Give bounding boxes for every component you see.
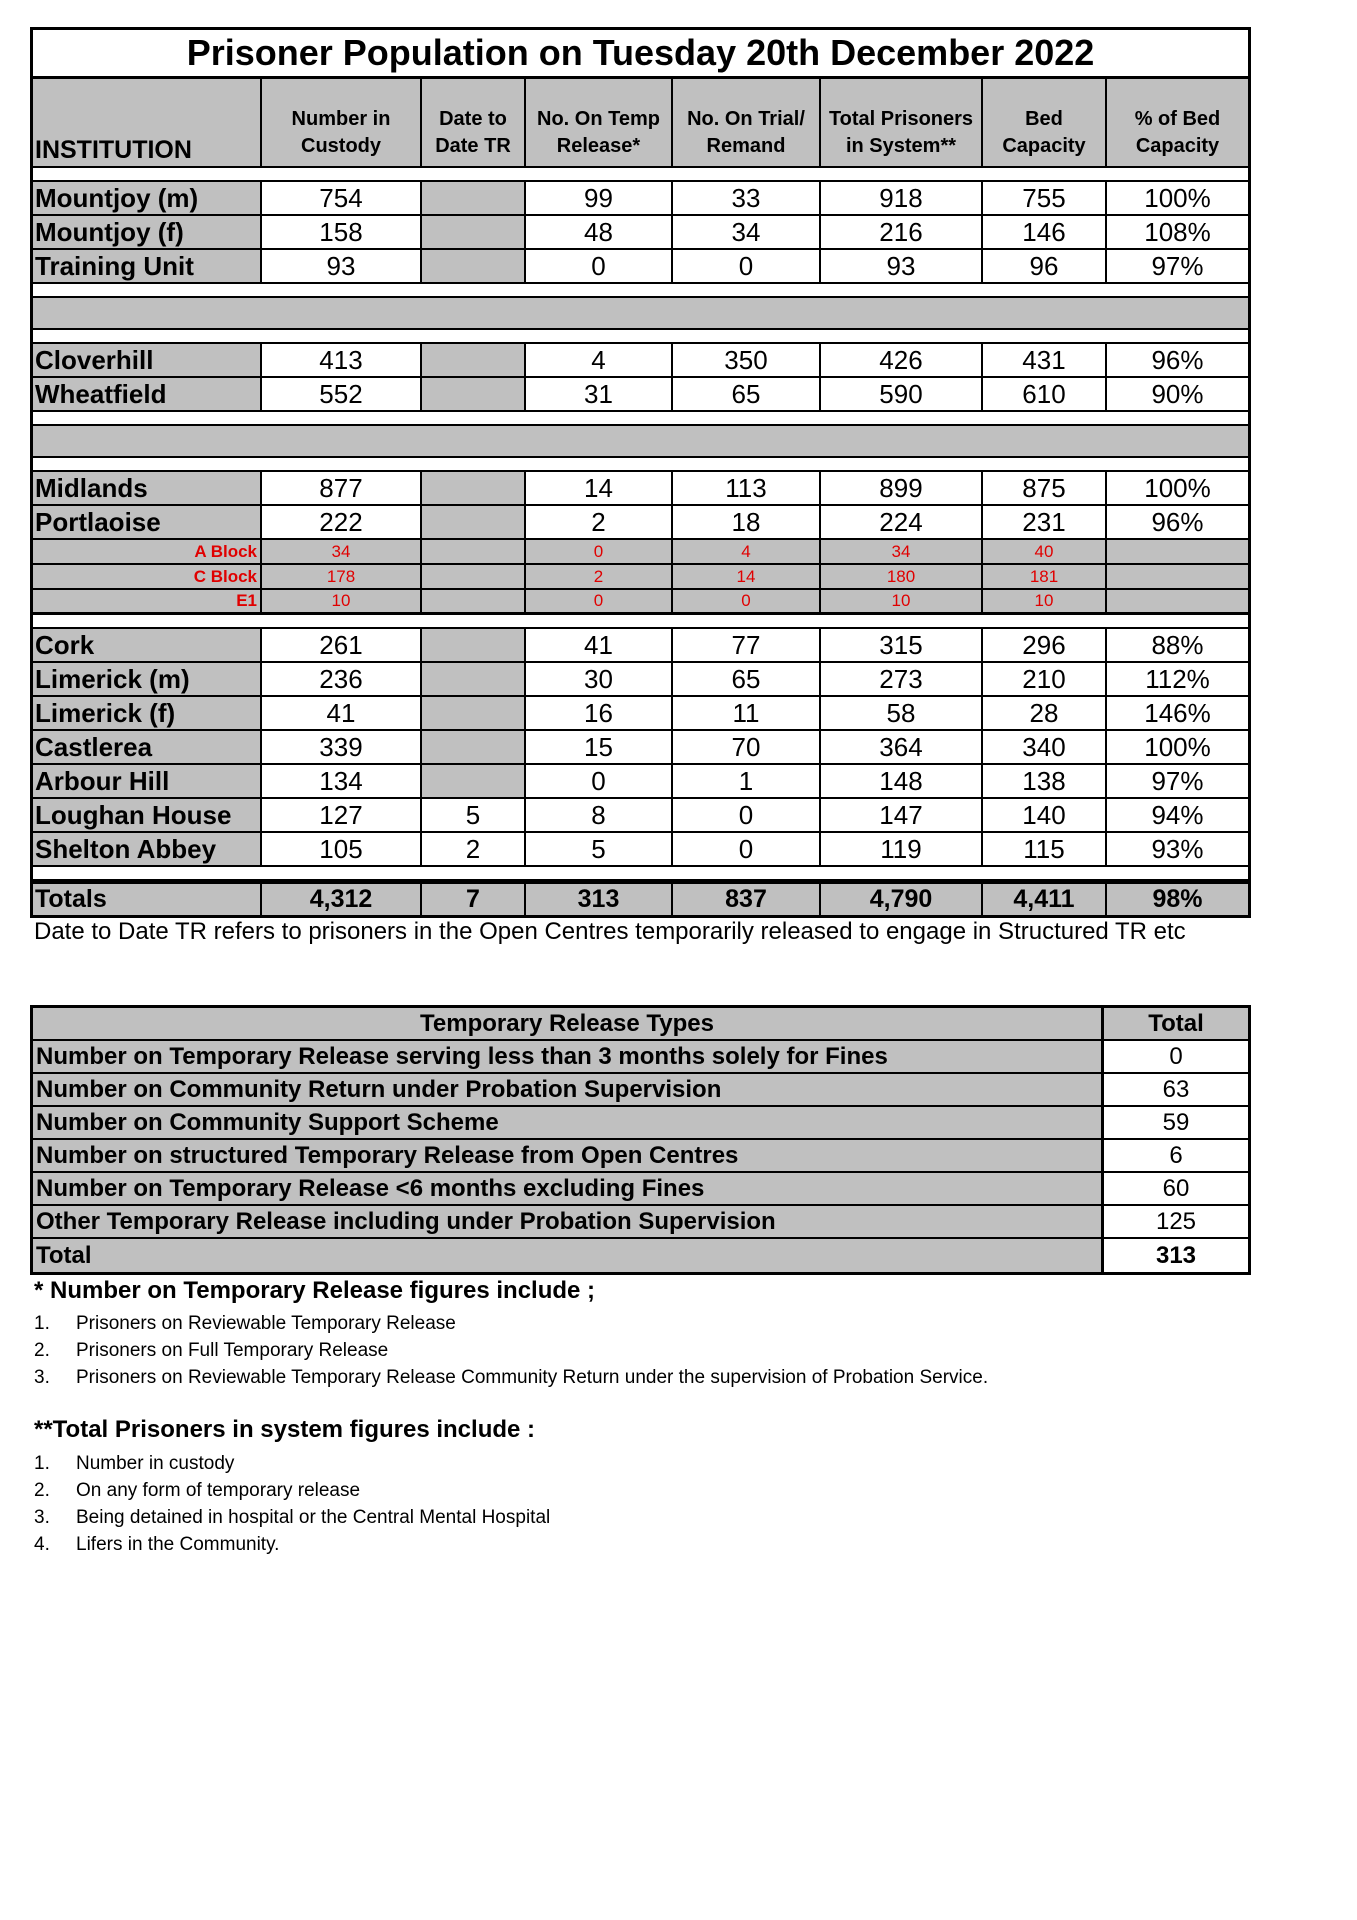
footnote-item	[34, 1310, 988, 1337]
cell-dtr	[422, 697, 526, 729]
cell-beds: 340	[983, 731, 1107, 763]
footnote-text: On any form of temporary release	[76, 1480, 361, 1501]
footnote-number: 2.	[34, 1480, 50, 1501]
cell-pct: 108%	[1144, 216, 1211, 247]
column-header-line: in System**	[845, 134, 957, 157]
cell-trial: 65	[673, 378, 821, 410]
portlaoise-block-row	[33, 565, 1248, 590]
spacer-row	[33, 298, 1248, 330]
cell-dtr	[422, 216, 526, 248]
cell-beds: 28	[983, 697, 1107, 729]
cell-trial: 70	[673, 731, 821, 763]
cell-name: Loughan House	[33, 799, 262, 831]
cell-dtr	[422, 731, 526, 763]
cell-temp: 16	[526, 697, 673, 729]
release-type-value: 6	[1104, 1140, 1248, 1171]
tr-row	[33, 1041, 1248, 1074]
cell-name: Wheatfield	[33, 378, 262, 410]
cell-total: 148	[821, 765, 983, 797]
release-type-value: 125	[1104, 1206, 1248, 1237]
institution-row	[33, 250, 1248, 284]
cell-temp: 0	[526, 250, 673, 282]
block-cell	[422, 590, 526, 612]
cell-dtr	[422, 472, 526, 504]
cell-custody: 127	[262, 799, 422, 831]
column-header-line: No. On Temp	[537, 107, 660, 130]
column-header	[673, 79, 821, 166]
tr-row	[33, 1107, 1248, 1140]
cell-beds: 96	[983, 250, 1107, 282]
release-type-label: Number on Temporary Release <6 months excluding Fines	[33, 1173, 1104, 1204]
spacer-row	[33, 615, 1248, 629]
cell-pct: 146%	[1144, 697, 1211, 728]
cell-name: Mountjoy (f)	[33, 216, 262, 248]
cell-trial: 77	[673, 629, 821, 661]
footnote-text: Being detained in hospital or the Central Mental Hospital	[76, 1507, 551, 1528]
footnote-temp-release-heading: * Number on Temporary Release figures include ;	[34, 1277, 596, 1304]
footnote-number: 4.	[34, 1534, 50, 1555]
institution-row	[33, 765, 1248, 799]
cell-beds: 231	[983, 506, 1107, 538]
column-header	[262, 79, 422, 166]
cell-total: 58	[821, 697, 983, 729]
block-cell: 34	[821, 540, 983, 563]
totals-cell-trial: 837	[673, 884, 821, 915]
cell-name: Cork	[33, 629, 262, 661]
footnote-item	[34, 1364, 988, 1391]
cell-temp: 5	[526, 833, 673, 865]
cell-custody: 158	[262, 216, 422, 248]
cell-temp: 0	[526, 765, 673, 797]
block-cell: 14	[673, 565, 821, 588]
cell-trial: 113	[673, 472, 821, 504]
cell-trial: 33	[673, 182, 821, 214]
cell-beds: 296	[983, 629, 1107, 661]
cell-custody: 93	[262, 250, 422, 282]
cell-custody: 105	[262, 833, 422, 865]
cell-name: Shelton Abbey	[33, 833, 262, 865]
cell-temp: 48	[526, 216, 673, 248]
block-cell: 34	[262, 540, 422, 563]
release-type-label: Number on Community Return under Probation Supervision	[33, 1074, 1104, 1105]
cell-trial: 34	[673, 216, 821, 248]
release-type-label: Temporary Release Types	[33, 1008, 1104, 1039]
column-header-line: Date TR	[435, 134, 511, 157]
totals-cell-dtr: 7	[422, 884, 526, 915]
cell-dtr	[422, 765, 526, 797]
cell-pct: 88%	[1151, 629, 1204, 660]
column-header	[526, 79, 673, 166]
totals-cell-temp: 313	[526, 884, 673, 915]
cell-custody: 754	[262, 182, 422, 214]
cell-trial: 0	[673, 833, 821, 865]
cell-name: Training Unit	[33, 250, 262, 282]
institution-row	[33, 629, 1248, 663]
footnote-item	[34, 1477, 550, 1504]
totals-row	[33, 881, 1248, 915]
institution-row	[33, 731, 1248, 765]
spacer-row	[33, 426, 1248, 458]
cell-total: 899	[821, 472, 983, 504]
column-header-line: % of Bed	[1134, 107, 1221, 130]
cell-temp: 31	[526, 378, 673, 410]
block-cell: 0	[526, 590, 673, 612]
block-cell	[422, 540, 526, 563]
cell-temp: 4	[526, 344, 673, 376]
cell-pct: 100%	[1144, 731, 1211, 762]
institution-row	[33, 833, 1248, 867]
column-header-line: INSTITUTION	[35, 136, 192, 164]
cell-custody: 134	[262, 765, 422, 797]
cell-temp: 15	[526, 731, 673, 763]
cell-dtr	[422, 629, 526, 661]
cell-pct: 112%	[1145, 663, 1210, 694]
cell-custody: 261	[262, 629, 422, 661]
column-header-line: Total Prisoners	[828, 107, 974, 130]
cell-dtr	[422, 506, 526, 538]
tr-row	[33, 1140, 1248, 1173]
spacer-row	[33, 458, 1248, 472]
cell-custody: 339	[262, 731, 422, 763]
footnote-text: Prisoners on Full Temporary Release	[76, 1340, 389, 1361]
cell-pct: 96%	[1151, 506, 1204, 537]
footnote-item	[34, 1450, 550, 1477]
release-type-label: Number on Temporary Release serving less than 3 months solely for Fines	[33, 1041, 1104, 1072]
cell-dtr	[422, 182, 526, 214]
block-cell: 0	[673, 590, 821, 612]
release-type-value: Total	[1104, 1008, 1248, 1039]
column-header-line: Release*	[556, 134, 641, 157]
spacer-row	[33, 168, 1248, 182]
footnote-text: Prisoners on Reviewable Temporary Release	[76, 1313, 456, 1334]
footnote-total-list	[34, 1450, 550, 1558]
column-header	[1107, 79, 1248, 166]
cell-total: 364	[821, 731, 983, 763]
cell-beds: 755	[983, 182, 1107, 214]
institution-row	[33, 216, 1248, 250]
cell-dtr	[422, 378, 526, 410]
cell-total: 93	[821, 250, 983, 282]
spacer-row	[33, 867, 1248, 881]
cell-total: 590	[821, 378, 983, 410]
cell-beds: 146	[983, 216, 1107, 248]
spacer-row	[33, 284, 1248, 298]
column-header-line: Remand	[706, 134, 786, 157]
cell-pct: 100%	[1144, 182, 1211, 213]
footnote-total-heading: **Total Prisoners in system figures include :	[34, 1416, 536, 1443]
cell-trial: 18	[673, 506, 821, 538]
block-cell: A Block	[33, 540, 262, 563]
cell-beds: 610	[983, 378, 1107, 410]
release-type-label: Total	[33, 1239, 1104, 1272]
date-to-date-note: Date to Date TR refers to prisoners in the Open Centres temporarily released to engage in Structured TR etc	[34, 918, 1186, 945]
cell-custody: 222	[262, 506, 422, 538]
cell-name: Portlaoise	[33, 506, 262, 538]
table-body	[33, 79, 1248, 915]
column-header-line: No. On Trial/	[687, 107, 805, 130]
cell-temp: 30	[526, 663, 673, 695]
tr-total-row	[33, 1239, 1248, 1272]
tr-header-row	[33, 1008, 1248, 1041]
cell-dtr	[422, 663, 526, 695]
cell-custody: 236	[262, 663, 422, 695]
cell-dtr: 5	[422, 799, 526, 831]
header-row	[33, 79, 1248, 168]
block-cell	[1107, 540, 1248, 563]
tr-row	[33, 1206, 1248, 1239]
column-header	[422, 79, 526, 166]
column-header	[983, 79, 1107, 166]
tr-row	[33, 1074, 1248, 1107]
release-type-value: 313	[1104, 1239, 1248, 1272]
cell-trial: 11	[673, 697, 821, 729]
spacer-row	[33, 330, 1248, 344]
cell-pct: 100%	[1144, 472, 1211, 503]
cell-pct: 96%	[1151, 344, 1204, 375]
cell-custody: 552	[262, 378, 422, 410]
cell-temp: 41	[526, 629, 673, 661]
release-type-value: 59	[1104, 1107, 1248, 1138]
cell-custody: 877	[262, 472, 422, 504]
cell-beds: 140	[983, 799, 1107, 831]
cell-name: Limerick (f)	[33, 697, 262, 729]
table-title: Prisoner Population on Tuesday 20th December 2022	[33, 30, 1248, 79]
cell-total: 224	[821, 506, 983, 538]
cell-total: 315	[821, 629, 983, 661]
footnote-number: 3.	[34, 1507, 50, 1528]
block-cell	[1107, 565, 1248, 588]
block-cell: 10	[262, 590, 422, 612]
tr-row	[33, 1173, 1248, 1206]
cell-total: 147	[821, 799, 983, 831]
cell-name: Cloverhill	[33, 344, 262, 376]
column-header-line: Number in	[291, 107, 391, 130]
column-header	[33, 79, 262, 166]
cell-name: Mountjoy (m)	[33, 182, 262, 214]
column-header-line: Custody	[301, 134, 381, 157]
footnote-number: 1.	[34, 1313, 50, 1334]
block-cell: 180	[821, 565, 983, 588]
cell-beds: 138	[983, 765, 1107, 797]
release-type-label: Number on structured Temporary Release from Open Centres	[33, 1140, 1104, 1171]
footnote-text: Number in custody	[76, 1453, 235, 1474]
cell-trial: 350	[673, 344, 821, 376]
cell-beds: 210	[983, 663, 1107, 695]
release-type-value: 63	[1104, 1074, 1248, 1105]
cell-name: Arbour Hill	[33, 765, 262, 797]
block-cell: C Block	[33, 565, 262, 588]
column-header-line: Capacity	[1002, 134, 1086, 157]
cell-custody: 41	[262, 697, 422, 729]
cell-beds: 875	[983, 472, 1107, 504]
block-cell: 10	[983, 590, 1107, 612]
institution-row	[33, 182, 1248, 216]
cell-total: 918	[821, 182, 983, 214]
institution-row	[33, 506, 1248, 540]
column-header-line: Date to	[439, 107, 507, 130]
cell-dtr	[422, 344, 526, 376]
footnote-temp-release-list	[34, 1310, 988, 1391]
cell-total: 426	[821, 344, 983, 376]
cell-trial: 0	[673, 799, 821, 831]
cell-pct: 90%	[1151, 378, 1204, 409]
institution-row	[33, 472, 1248, 506]
temporary-release-table	[30, 1005, 1251, 1275]
cell-pct: 93%	[1151, 833, 1204, 864]
institution-row	[33, 344, 1248, 378]
institution-row	[33, 378, 1248, 412]
cell-name: Castlerea	[33, 731, 262, 763]
block-cell: 10	[821, 590, 983, 612]
cell-beds: 431	[983, 344, 1107, 376]
portlaoise-block-row	[33, 590, 1248, 615]
cell-dtr: 2	[422, 833, 526, 865]
cell-pct: 94%	[1151, 799, 1204, 830]
cell-custody: 413	[262, 344, 422, 376]
cell-trial: 65	[673, 663, 821, 695]
release-type-label: Other Temporary Release including under Probation Supervision	[33, 1206, 1104, 1237]
block-cell	[422, 565, 526, 588]
cell-pct: 97%	[1151, 250, 1204, 281]
cell-name: Limerick (m)	[33, 663, 262, 695]
cell-temp: 14	[526, 472, 673, 504]
totals-cell-name: Totals	[33, 884, 262, 915]
cell-beds: 115	[983, 833, 1107, 865]
totals-cell-pct: 98%	[1152, 885, 1203, 913]
cell-name: Midlands	[33, 472, 262, 504]
cell-trial: 1	[673, 765, 821, 797]
institution-row	[33, 663, 1248, 697]
release-type-value: 0	[1104, 1041, 1248, 1072]
block-cell: 178	[262, 565, 422, 588]
footnote-number: 1.	[34, 1453, 50, 1474]
block-cell	[1107, 590, 1248, 612]
block-cell: 4	[673, 540, 821, 563]
column-header	[821, 79, 983, 166]
block-cell: 40	[983, 540, 1107, 563]
totals-cell-custody: 4,312	[262, 884, 422, 915]
block-cell: E1	[33, 590, 262, 612]
cell-temp: 8	[526, 799, 673, 831]
footnote-item	[34, 1531, 550, 1558]
institution-row	[33, 697, 1248, 731]
cell-temp: 99	[526, 182, 673, 214]
cell-temp: 2	[526, 506, 673, 538]
cell-total: 119	[821, 833, 983, 865]
cell-dtr	[422, 250, 526, 282]
footnote-item	[34, 1337, 988, 1364]
footnote-number: 2.	[34, 1340, 50, 1361]
totals-cell-total: 4,790	[821, 884, 983, 915]
footnote-number: 3.	[34, 1367, 50, 1388]
footnote-text: Prisoners on Reviewable Temporary Release Community Return under the supervision of Probation Service.	[76, 1367, 989, 1388]
cell-trial: 0	[673, 250, 821, 282]
totals-cell-beds: 4,411	[983, 884, 1107, 915]
prisoner-population-table	[30, 27, 1251, 918]
footnote-item	[34, 1504, 550, 1531]
cell-total: 273	[821, 663, 983, 695]
portlaoise-block-row	[33, 540, 1248, 565]
block-cell: 0	[526, 540, 673, 563]
cell-total: 216	[821, 216, 983, 248]
block-cell: 2	[526, 565, 673, 588]
spacer-row	[33, 412, 1248, 426]
footnote-text: Lifers in the Community.	[76, 1534, 280, 1555]
institution-row	[33, 799, 1248, 833]
column-header-line: Capacity	[1135, 134, 1220, 157]
release-type-label: Number on Community Support Scheme	[33, 1107, 1104, 1138]
block-cell: 181	[983, 565, 1107, 588]
column-header-line: Bed	[1025, 107, 1063, 130]
cell-pct: 97%	[1151, 765, 1204, 796]
release-type-value: 60	[1104, 1173, 1248, 1204]
